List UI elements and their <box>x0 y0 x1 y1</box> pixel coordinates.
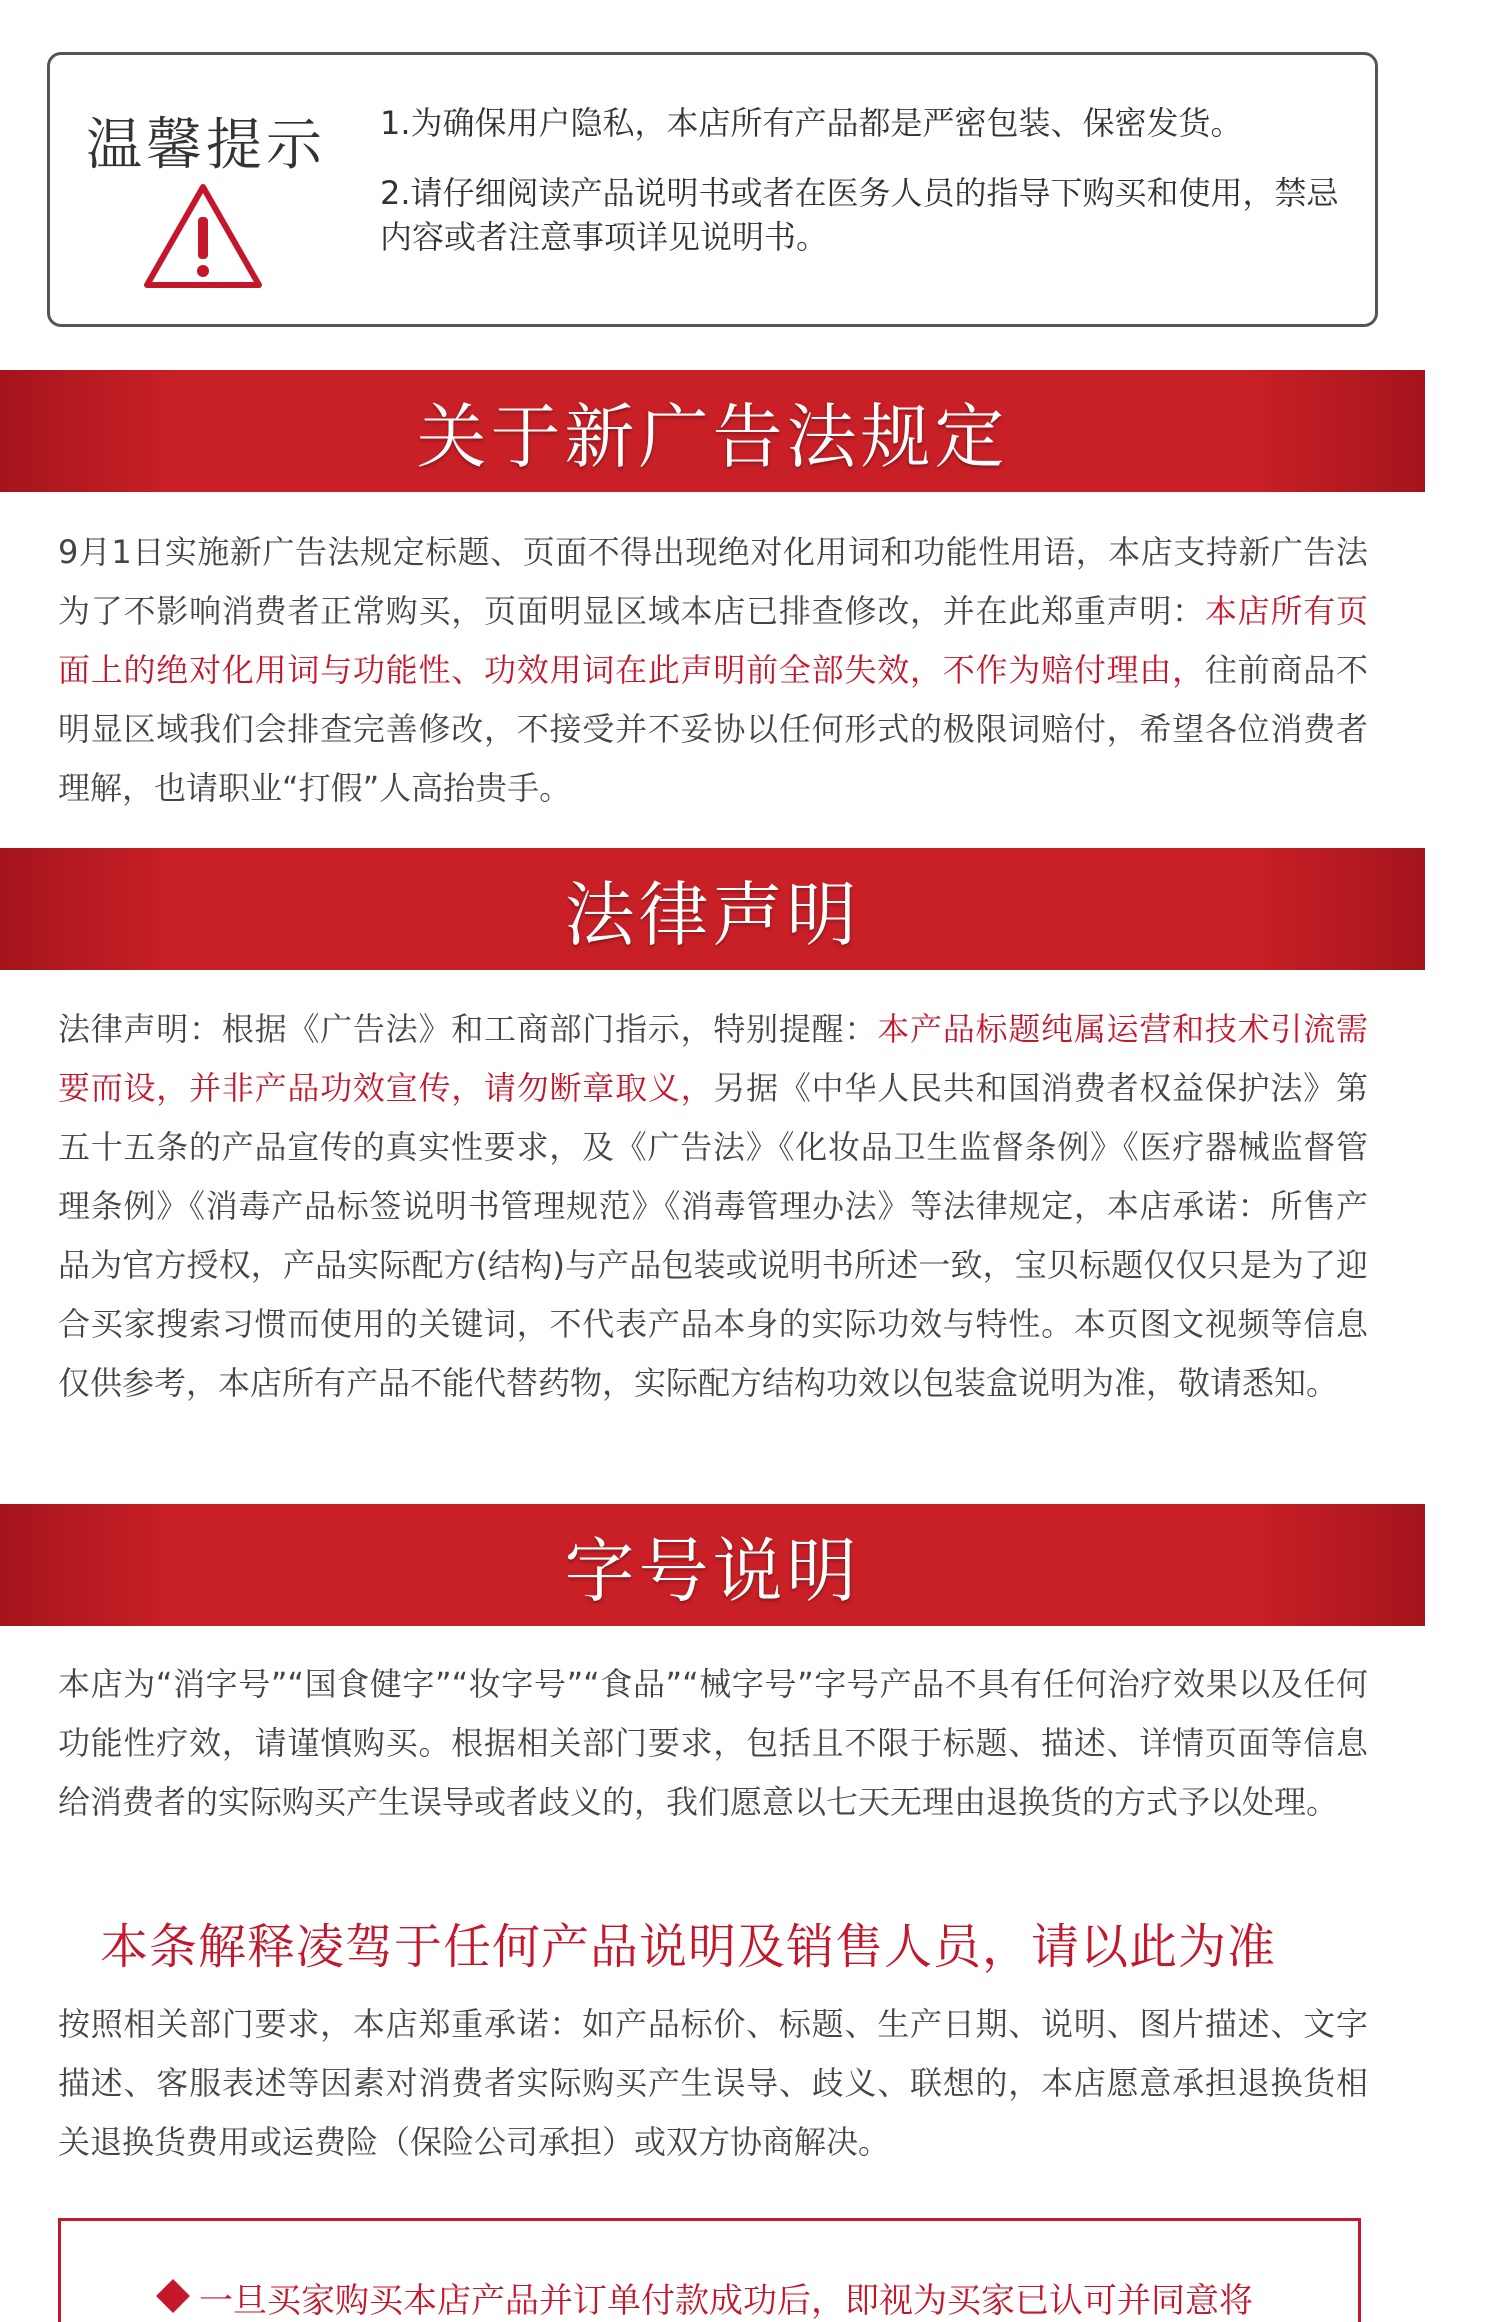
notice-items <box>380 101 1370 285</box>
legal-heading: 法律声明 <box>564 873 861 956</box>
license-subheading: 本条解释凌驾于任何产品说明及销售人员，请以此为准 <box>100 1919 1277 1975</box>
diamond-bullet-icon <box>156 2279 190 2313</box>
license-paragraph-2: 按照相关部门要求，本店郑重承诺：如产品标价、标题、生产日期、说明、图片描述、文字描述、客服表述等因素对消费者实际购买产生误导、歧义、联想的，本店愿意承担退换货相关退换货费用或运费险（保险公司承担）或双方协商解决。 <box>58 2005 1368 2161</box>
legal-paragraph <box>58 1000 1368 1413</box>
notice-item-1: 1.为确保用户隐私，本店所有产品都是严密包装、保密发货。 <box>380 104 1243 142</box>
license-banner <box>0 1504 1425 1626</box>
ad-law-text-after: 往前商品不明显区域我们会排查完善修改，不接受并不妥协以任何形式的极限词赔付，希望各位消费者理解，也请职业“打假”人高抬贵手。 <box>58 651 1368 807</box>
ad-law-paragraph <box>58 523 1368 818</box>
notice-title: 温馨提示 <box>86 113 326 178</box>
legal-text-before: 法律声明：根据《广告法》和工商部门指示，特别提醒： <box>58 1010 878 1048</box>
legal-banner <box>0 848 1425 970</box>
bottom-line <box>161 2273 1253 2322</box>
bottom-line-text: 一旦买家购买本店产品并订单付款成功后，即视为买家已认可并同意将 <box>199 2281 1253 2321</box>
notice-box <box>47 52 1378 327</box>
legal-text-red: 本产品标题纯属运营和技术引流需要而设，并非产品功效宣传，请勿断章取义， <box>58 1010 1368 1107</box>
license-heading: 字号说明 <box>564 1529 861 1612</box>
ad-law-banner <box>0 370 1425 492</box>
license-paragraph: 本店为“消字号”“国食健字”“妆字号”“食品”“械字号”字号产品不具有任何治疗效果以及任何功能性疗效，请谨慎购买。根据相关部门要求，包括且不限于标题、描述、详情页面等信息给消费者的实际购买产生误导或者歧义的，我们愿意以七天无理由退换货的方式予以处理。 <box>58 1665 1368 1821</box>
legal-text-after: 另据《中华人民共和国消费者权益保护法》第五十五条的产品宣传的真实性要求，及《广告法》《化妆品卫生监督条例》《医疗器械监督管理条例》《消毒产品标签说明书管理规范》《消毒管理办法》等法律规定，本店承诺：所售产品为官方授权，产品实际配方(结构)与产品包装或说明书所述一致，宝贝标题仅仅只是为了迎合买家搜索习惯而使用的关键词，不代表产品本身的实际功效与特性。本页图文视频等信息仅供参考，本店所有产品不能代替药物，实际配方结构功效以包装盒说明为准，敬请悉知。 <box>58 1069 1368 1402</box>
ad-law-text-before: 9月1日实施新广告法规定标题、页面不得出现绝对化用词和功能性用语，本店支持新广告法为了不影响消费者正常购买，页面明显区域本店已排查修改，并在此郑重声明： <box>58 533 1368 630</box>
notice-item-2: 2.请仔细阅读产品说明书或者在医务人员的指导下购买和使用，禁忌内容或者注意事项详见说明书。 <box>380 174 1339 256</box>
bottom-box <box>58 2218 1361 2322</box>
ad-law-text-red: 本店所有页面上的绝对化用词与功能性、功效用词在此声明前全部失效，不作为赔付理由， <box>58 592 1368 689</box>
ad-law-heading: 关于新广告法规定 <box>416 395 1009 478</box>
warning-icon <box>141 181 265 293</box>
